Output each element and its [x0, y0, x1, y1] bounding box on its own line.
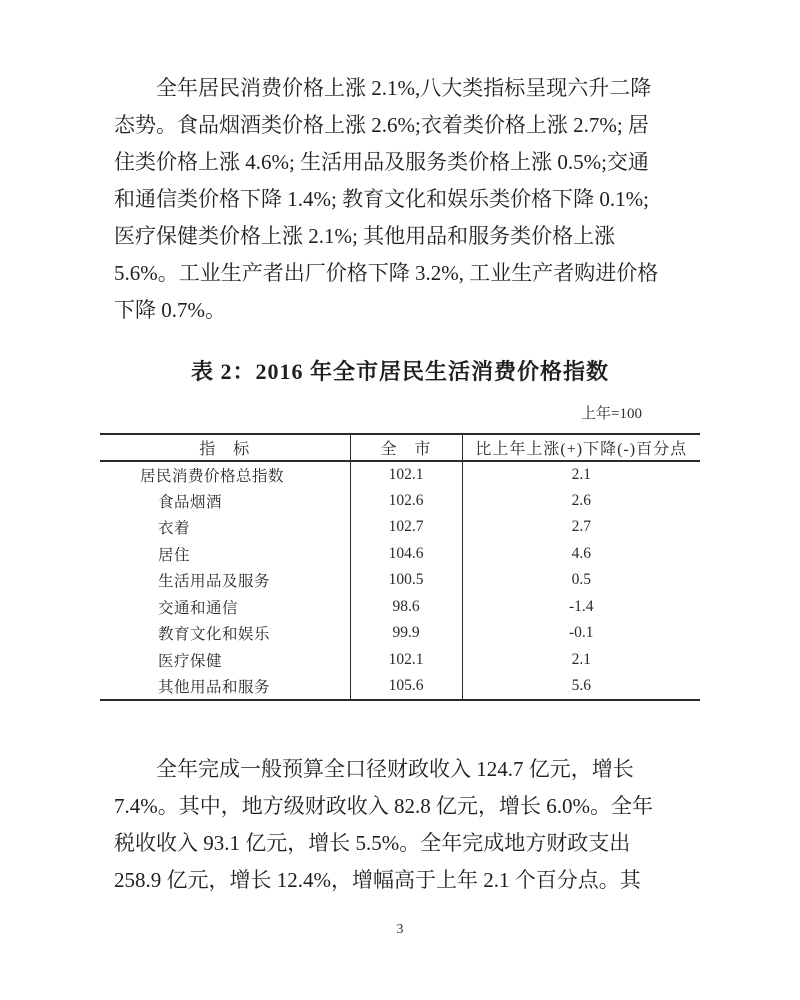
paragraph-fiscal-line: 258.9 亿元，增长 12.4%，增幅高于上年 2.1 个百分点。其: [114, 867, 641, 892]
cell-indicator: 教育文化和娱乐: [158, 626, 271, 644]
cell-indicator: 居住: [158, 546, 191, 564]
cell-city-value: 102.1: [350, 461, 462, 488]
cell-change-value: 5.6: [462, 673, 700, 700]
table-row: [100, 594, 700, 621]
paragraph-fiscal-line: 税收收入 93.1 亿元，增长 5.5%。全年完成地方财政支出: [114, 830, 631, 855]
cell-city-value: 98.6: [350, 594, 462, 621]
table-title: 表 2：2016 年全市居民生活消费价格指数: [190, 359, 609, 384]
cell-indicator: 其他用品和服务: [158, 678, 271, 696]
column-header-indicator: 指 标: [100, 434, 350, 461]
cell-indicator: 医疗保健: [158, 652, 223, 670]
table-row: [100, 673, 700, 700]
cell-indicator: 食品烟酒: [158, 493, 223, 511]
paragraph-fiscal-line: 7.4%。其中，地方级财政收入 82.8 亿元，增长 6.0%。全年: [114, 793, 653, 818]
cell-indicator: 交通和通信: [158, 599, 239, 617]
table-row: [100, 647, 700, 674]
paragraph-cpi-line: 5.6%。工业生产者出厂价格下降 3.2%, 工业生产者购进价格: [114, 261, 659, 285]
paragraph-cpi-line: 全年居民消费价格上涨 2.1%,八大类指标呈现六升二降: [156, 76, 652, 100]
cell-change-value: -0.1: [462, 620, 700, 647]
table-header-row: [100, 434, 700, 461]
paragraph-cpi-line: 医疗保健类价格上涨 2.1%; 其他用品和服务类价格上涨: [114, 224, 616, 248]
cell-indicator: 居民消费价格总指数: [140, 467, 285, 485]
paragraph-cpi: [114, 70, 694, 329]
cell-change-value: 2.6: [462, 488, 700, 515]
column-header-city: 全 市: [350, 434, 462, 461]
cell-city-value: 102.6: [350, 488, 462, 515]
paragraph-cpi-line: 住类价格上涨 4.6%; 生活用品及服务类价格上涨 0.5%;交通: [114, 150, 649, 174]
cell-indicator: 衣着: [158, 520, 191, 538]
table-row: [100, 514, 700, 541]
cell-city-value: 100.5: [350, 567, 462, 594]
paragraph-fiscal-line: 全年完成一般预算全口径财政收入 124.7 亿元，增长: [156, 756, 634, 781]
paragraph-cpi-line: 下降 0.7%。: [114, 298, 226, 322]
table-row: [100, 461, 700, 488]
paragraph-cpi-line: 态势。食品烟酒类价格上涨 2.6%;衣着类价格上涨 2.7%; 居: [114, 113, 649, 137]
table-row: [100, 620, 700, 647]
table-row: [100, 541, 700, 568]
cpi-table: [100, 433, 700, 701]
cell-city-value: 99.9: [350, 620, 462, 647]
cell-change-value: 2.1: [462, 647, 700, 674]
cpi-table-body: [100, 461, 700, 700]
paragraph-cpi-line: 和通信类价格下降 1.4%; 教育文化和娱乐类价格下降 0.1%;: [114, 187, 649, 211]
cell-city-value: 104.6: [350, 541, 462, 568]
cell-change-value: 4.6: [462, 541, 700, 568]
table-row: [100, 488, 700, 515]
cell-city-value: 102.7: [350, 514, 462, 541]
table-note: 上年=100: [581, 406, 642, 422]
cell-change-value: 0.5: [462, 567, 700, 594]
table-row: [100, 567, 700, 594]
paragraph-fiscal: [114, 751, 694, 899]
cell-indicator: 生活用品及服务: [158, 573, 271, 591]
cell-change-value: 2.7: [462, 514, 700, 541]
cell-city-value: 105.6: [350, 673, 462, 700]
column-header-change: 比上年上涨(+)下降(-)百分点: [462, 434, 700, 461]
cell-change-value: -1.4: [462, 594, 700, 621]
cell-city-value: 102.1: [350, 647, 462, 674]
page-number: 3: [396, 922, 404, 937]
cpi-table-header: [100, 434, 700, 461]
cell-change-value: 2.1: [462, 461, 700, 488]
